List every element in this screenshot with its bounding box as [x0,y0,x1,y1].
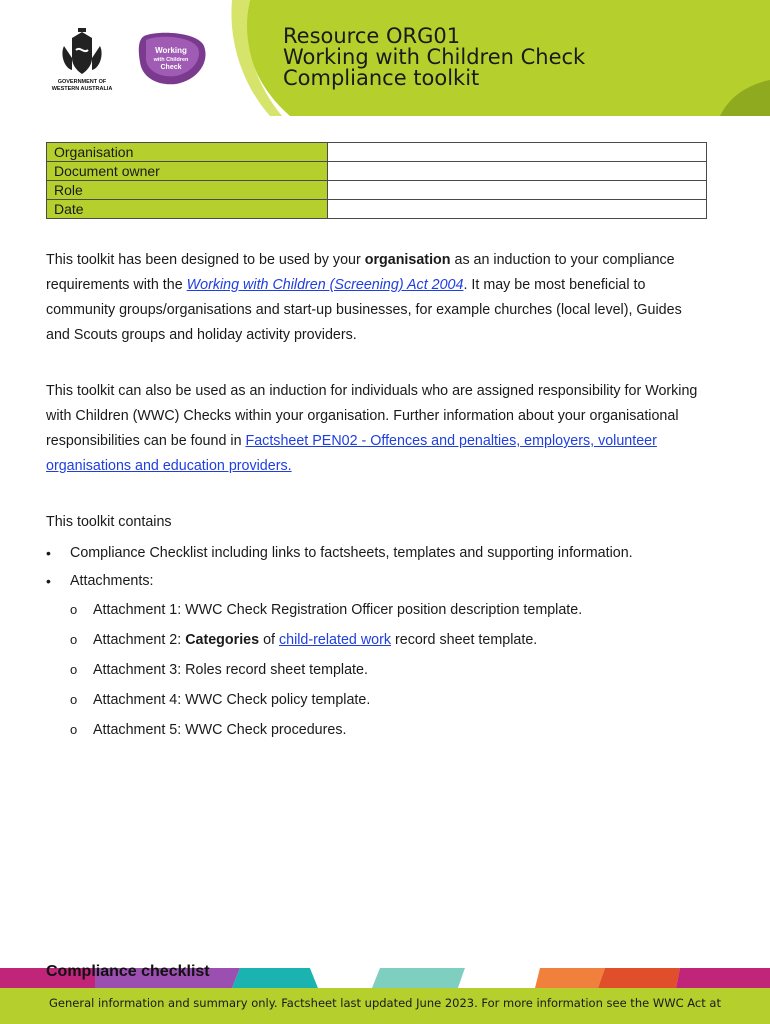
list-item: o Attachment 2: Categories of child-related work record sheet template. [70,625,706,655]
document-owner-field[interactable] [328,162,707,181]
organisation-label: Organisation [47,143,328,162]
table-row [47,143,707,162]
list-item: o Attachment 5: WWC Check procedures. [70,715,706,745]
body-content [46,248,706,745]
svg-text:with Children: with Children [153,57,189,63]
table-row [47,181,707,200]
svg-text:Check: Check [160,64,182,71]
title-line-2: Working with Children Check [283,45,586,69]
list-item: • Compliance Checklist including links to factsheets, templates and supporting information. [46,539,706,567]
government-crest-icon [52,28,113,92]
title-line-3: Compliance toolkit [283,66,480,90]
contents-heading: This toolkit contains [46,514,172,530]
document-info-table [46,142,707,219]
list-item: o Attachment 3: Roles record sheet template. [70,655,706,685]
logos [51,28,218,98]
organisation-field[interactable] [328,143,707,162]
document-owner-label: Document owner [47,162,328,181]
svg-text:WESTERN AUSTRALIA: WESTERN AUSTRALIA [51,86,113,92]
table-row [47,200,707,219]
list-item: o Attachment 4: WWC Check policy template. [70,685,706,715]
contents-list [46,539,706,745]
svg-text:GOVERNMENT OF: GOVERNMENT OF [57,79,107,85]
attachments-list [70,595,706,745]
wwc-logo-icon [139,33,206,84]
list-item: • Attachments: o Attachment 1: WWC Check Registration Officer position description template. o Attachment 2: Categories of child-related work record sheet template. o Attachment 3: Roles record sheet template. o Attachment 4: WWC Check policy template. o Attachment 5: WWC Check procedures. [46,567,706,745]
title-line-1: Resource ORG01 [283,24,461,48]
role-label: Role [47,181,328,200]
date-label: Date [47,200,328,219]
list-item: o Attachment 1: WWC Check Registration Officer position description template. [70,595,706,625]
footer-note: General information and summary only. Factsheet last updated June 2023. For more information see the WWC Act at [49,996,721,1010]
child-related-work-link[interactable]: child-related work [278,632,392,648]
document-title [283,26,753,89]
wwc-act-link[interactable]: Working with Children (Screening) Act 2004 [186,277,464,293]
role-field[interactable] [328,181,707,200]
date-field[interactable] [328,200,707,219]
svg-text:Working: Working [155,46,187,55]
table-row [47,162,707,181]
compliance-checklist-heading: Compliance checklist [46,963,210,980]
intro-paragraph-1: This toolkit has been designed to be used by your organisation as an induction to your compliance requirements with the Working with Children (Screening) Act 2004. It may be most beneficial to community groups/organisations and start-up businesses, for example churches (local level), Guides and Scouts groups and holiday activity providers. [46,252,682,343]
intro-paragraph-2: This toolkit can also be used as an induction for individuals who are assigned responsibility for Working with Children (WWC) Checks within your organisation. Further information about your organisational responsibilities can be found in Factsheet PEN02 - Offences and penalties, employers, volunteer organisations and education providers. [46,383,698,474]
factsheet-pen02-link[interactable]: Factsheet PEN02 - Offences and penalties, employers, volunteer organisations and education providers. [46,433,657,474]
